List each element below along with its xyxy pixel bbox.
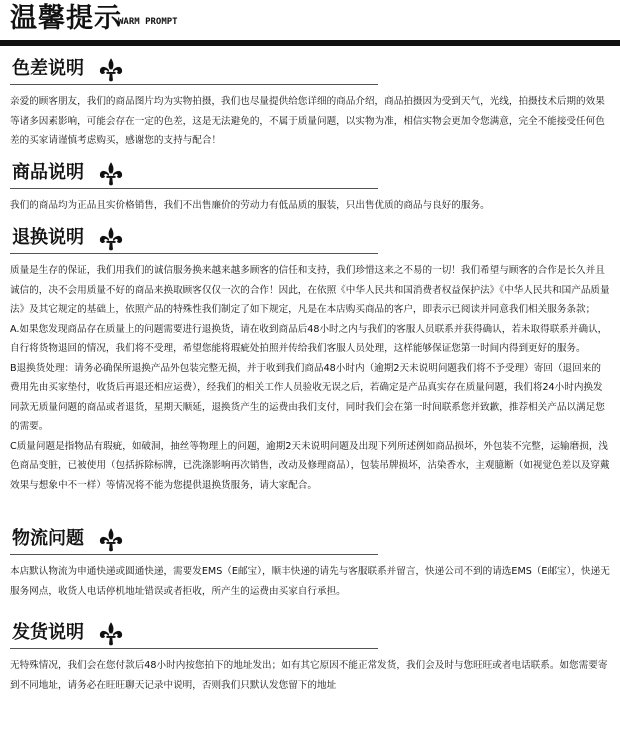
paragraph: 我们的商品均为正品且实价格销售，我们不出售廉价的劳动力有低品质的服装，只出售优质的商品与良好的服务。 (10, 200, 490, 211)
section-header (10, 56, 610, 86)
section-header (10, 620, 610, 650)
paragraph: C质量问题是指物品有瑕疵，如破洞，抽丝等物理上的问题，逾期2天未说明问题及出现下列所述例如商品损坏，外包装不完整，运输磨损，浅色商品变脏，已被使用（包括拆除标牌，已洗涤影响再次销售，改动及修理商品），包装吊牌损坏，沾染香水，主观臆断（如视觉色差以及穿戴效果与想象中不一样）等情况将不能为您提供退换货服务，请大家配合。 (10, 440, 610, 491)
section-divider (10, 554, 378, 555)
section-color-difference (10, 56, 610, 151)
section-divider (10, 84, 378, 85)
fleur-de-lis-icon (98, 621, 124, 647)
section-title: 发货说明 (12, 622, 84, 643)
section-divider (10, 648, 378, 649)
section-body (10, 196, 610, 216)
section-returns (10, 225, 610, 495)
paragraph: 本店默认物流为申通快递或圆通快递，需要发EMS（E邮宝），顺丰快递的请先与客服联系并留言，快递公司不到的请选EMS（E邮宝），快递无服务网点，收货人电话停机地址错误或者拒收，所产生的运费由买家自行承担。 (10, 566, 610, 597)
section-product-info (10, 160, 610, 216)
section-title: 色差说明 (12, 58, 84, 79)
fleur-de-lis-icon (98, 226, 124, 252)
fleur-de-lis-icon (98, 57, 124, 83)
section-logistics (10, 526, 610, 601)
section-header (10, 526, 610, 556)
page-subtitle: WARM PROMPT (118, 17, 178, 27)
fleur-de-lis-icon (98, 527, 124, 553)
section-shipping (10, 620, 610, 695)
section-title: 退换说明 (12, 227, 84, 248)
section-body (10, 562, 610, 601)
page-header (0, 0, 620, 48)
section-header (10, 225, 610, 255)
paragraph: B退换货处理：请务必确保所退换产品外包装完整无损，并于收到我们商品48小时内（逾期2天未说明问题我们将不予受理）寄回（退回来的费用先由买家垫付，收货后再退还相应运费），经我们的相关工作人员验收无误之后，若确定是产品真实存在质量问题，我们将24小时内换发同款无质量问题的商品或者退货，星期天顺延，退换货产生的运费由我们支付，同时我们会在第一时间联系您并致歉，推荐相关产品以满足您的需要。 (10, 362, 605, 432)
section-title: 物流问题 (12, 528, 84, 549)
paragraph: 质量是生存的保证，我们用我们的诚信服务换来越来越多顾客的信任和支持，我们珍惜这来之不易的一切！我们希望与顾客的合作是长久并且诚信的，决不会用质量不好的商品来换取顾客仅仅一次的合作！因此，在依照《中华人民共和国消费者权益保护法》《中华人民共和国产品质量法》及其它规定的基础上，依照产品的特殊性我们制定了如下规定，凡是在本店购买商品的客户，即表示已阅读并同意我们相关服务条款； (10, 265, 610, 315)
fleur-de-lis-icon (98, 161, 124, 187)
section-header (10, 160, 610, 190)
paragraph: 亲爱的顾客朋友，我们的商品图片均为实物拍摄，我们也尽量提供给您详细的商品介绍，商品拍摄因为受到天气，光线，拍摄技术后期的效果等诸多因素影响，可能会存在一定的色差，这是无法避免的，不属于质量问题，以实物为准，相信实物会更加令您满意，完全不能接受任何色差的买家请谨慎考虑购买，感谢您的支持与配合！ (10, 96, 605, 146)
paragraph: 无特殊情况，我们会在您付款后48小时内按您拍下的地址发出；如有其它原因不能正常发货，我们会及时与您旺旺或者电话联系。如您需要寄到不同地址，请务必在旺旺聊天记录中说明，否则我们只默认发您留下的地址 (10, 660, 608, 691)
section-body (10, 92, 610, 151)
section-body (10, 261, 610, 495)
page-title: 温馨提示 (10, 3, 122, 34)
section-divider (10, 253, 378, 254)
section-title: 商品说明 (12, 162, 84, 183)
header-divider (0, 40, 620, 46)
paragraph: A.如果您发现商品存在质量上的问题需要进行退换货，请在收到商品后48小时之内与我们的客服人员联系并获得确认，若未取得联系并确认，自行将货物退回的情况，我们将不受理，希望您能将瑕疵处拍照并传给我们客服人员处理，这样能够保证您第一时间内得到更好的服务。 (10, 323, 608, 354)
section-body (10, 656, 610, 695)
section-divider (10, 188, 378, 189)
